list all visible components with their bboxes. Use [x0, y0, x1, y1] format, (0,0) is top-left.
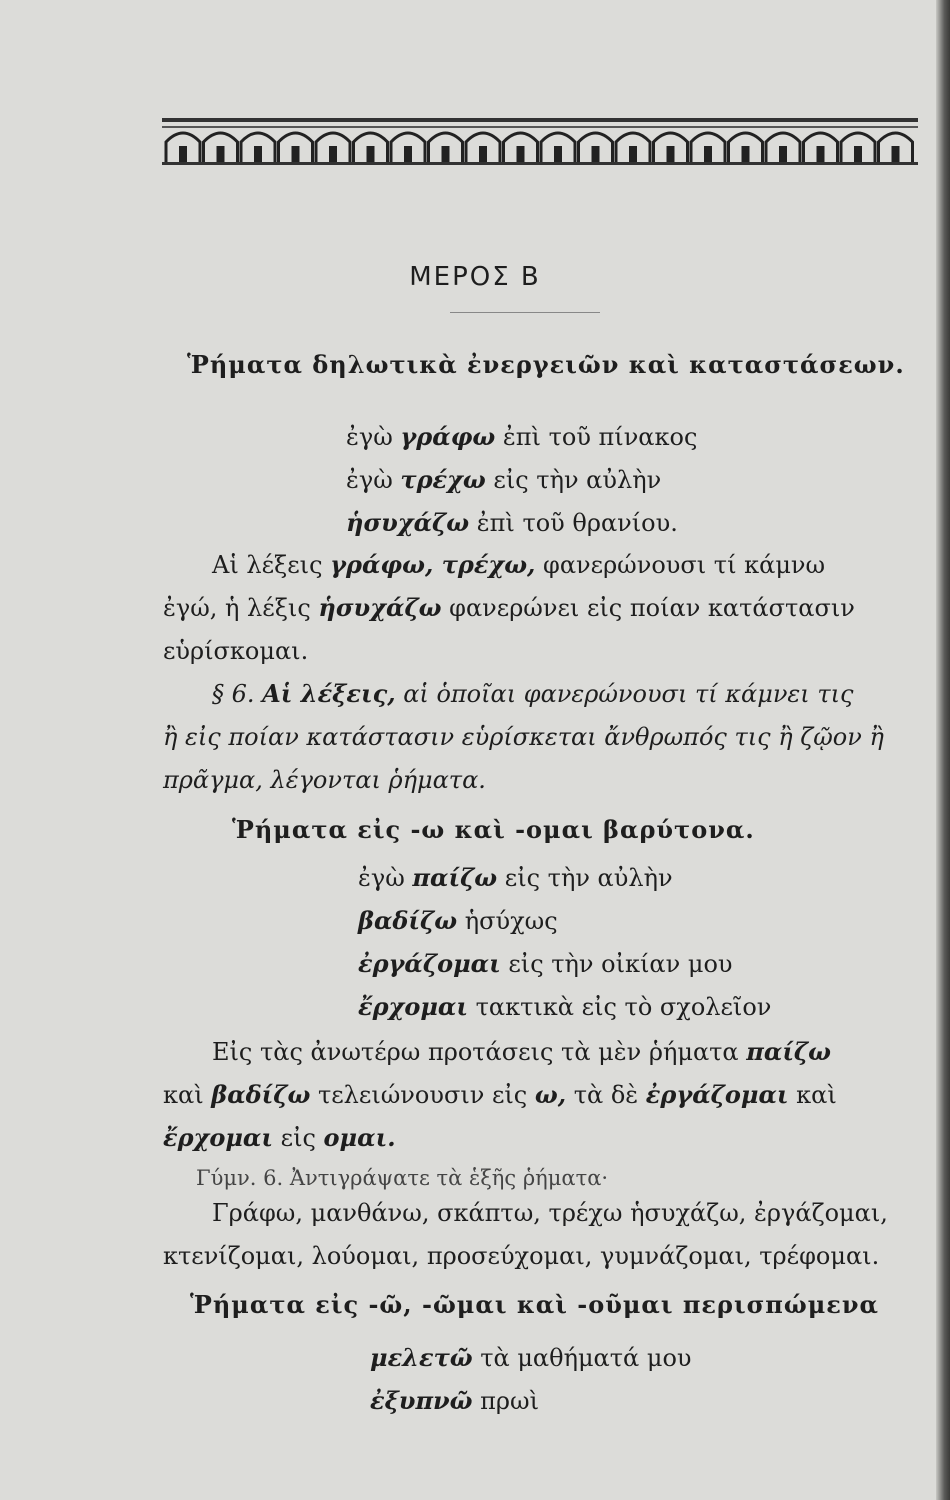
paragraph-line: ἔρχομαι εἰς ομαι. — [163, 1123, 396, 1152]
page-edge — [936, 0, 950, 1500]
paragraph-line: Εἰς τὰς ἀνωτέρω προτάσεις τὰ μὲν ῥήματα παίζω — [212, 1037, 831, 1066]
part-title: ΜΕΡΟΣ Β — [409, 262, 541, 292]
paragraph-line: ἐγώ, ἡ λέξις ἡσυχάζω φανερώνει εἰς ποίαν κατάστασιν — [163, 593, 855, 622]
example-line: ἐργάζομαι εἰς τὴν οἰκίαν μου — [358, 949, 733, 978]
rule-line: πρᾶγμα, λέγονται ῥήματα. — [163, 766, 486, 794]
verb: παίζω — [412, 863, 498, 892]
example-line: ἔρχομαι τακτικὰ εἰς τὸ σχολεῖον — [358, 992, 772, 1021]
section-heading-2: Ῥήματα εἰς -ω καὶ -ομαι βαρύτονα. — [232, 815, 755, 844]
verb: ἐξυπνῶ — [370, 1386, 473, 1415]
verb: τρέχω — [400, 465, 486, 494]
section-heading-3: Ῥήματα εἰς -ῶ, -ῶμαι καὶ -οῦμαι περισπώμενα — [190, 1290, 879, 1319]
example-line: μελετῶ τὰ μαθήματά μου — [370, 1343, 692, 1372]
verb: ἡσυχάζω — [346, 508, 470, 537]
example-line: ἡσυχάζω ἐπὶ τοῦ θρανίου. — [346, 508, 678, 537]
example-line: ἐγὼ τρέχω εἰς τὴν αὐλὴν — [346, 465, 662, 494]
verb: βαδίζω — [358, 906, 458, 935]
paragraph-line: καὶ βαδίζω τελειώνουσιν εἰς ω, τὰ δὲ ἐργάζομαι καὶ — [163, 1080, 837, 1109]
example-line: βαδίζω ἡσύχως — [358, 906, 558, 935]
verb: ἐργάζομαι — [358, 949, 501, 978]
example-line: ἐγὼ γράφω ἐπὶ τοῦ πίνακος — [346, 422, 698, 451]
example-line: ἐγὼ παίζω εἰς τὴν αὐλὴν — [358, 863, 673, 892]
rule-line: ἢ εἰς ποίαν κατάστασιν εὑρίσκεται ἄνθρωπός τις ἢ ζῷον ἢ — [163, 723, 884, 751]
example-line: ἐξυπνῶ πρωὶ — [370, 1386, 540, 1415]
exercise-line: κτενίζομαι, λούομαι, προσεύχομαι, γυμνάζομαι, τρέφομαι. — [163, 1242, 880, 1270]
verb: μελετῶ — [370, 1343, 473, 1372]
decorative-arcade-border — [162, 112, 918, 172]
paragraph-line: Αἱ λέξεις γράφω, τρέχω, φανερώνουσι τί κάμνω — [212, 550, 826, 579]
exercise-label: Γύμν. 6. Ἀντιγράψατε τὰ ἑξῆς ῥήματα· — [196, 1166, 609, 1190]
exercise-line: Γράφω, μανθάνω, σκάπτω, τρέχω ἡσυχάζω, ἐργάζομαι, — [212, 1199, 888, 1227]
verb: γράφω — [400, 422, 496, 451]
title-rule — [450, 312, 600, 313]
paragraph-line: εὑρίσκομαι. — [163, 637, 309, 665]
rule-line: § 6. Αἱ λέξεις, αἱ ὁποῖαι φανερώνουσι τί κάμνει τις — [212, 679, 854, 708]
verb: ἔρχομαι — [358, 992, 468, 1021]
section-heading-1: Ῥήματα δηλωτικὰ ἐνεργειῶν καὶ καταστάσεων. — [187, 350, 905, 379]
